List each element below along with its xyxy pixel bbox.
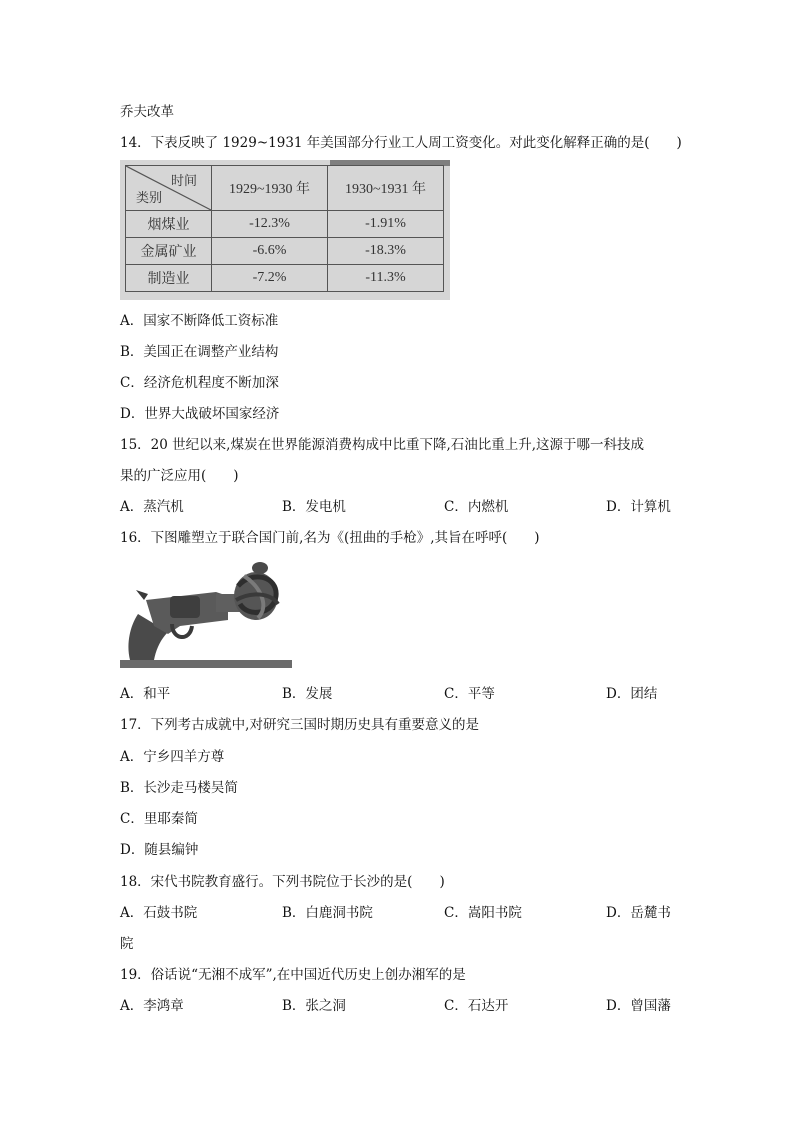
header-time: 时间	[170, 173, 197, 188]
row-value-2: -11.3%	[328, 265, 444, 292]
q15-option-d: D．计算机	[606, 499, 671, 515]
table-row	[126, 238, 444, 265]
header-category: 类别	[136, 190, 163, 205]
table-diagonal-header	[126, 166, 212, 211]
q14-option-b: B．美国正在调整产业结构	[120, 344, 279, 360]
header-col1: 1929~1930 年	[212, 166, 328, 211]
q17-option-a: A．宁乡四羊方尊	[120, 749, 225, 765]
question-15-cont: 果的广泛应用( )	[120, 468, 239, 484]
question-17: 17．下列考古成就中,对研究三国时期历史具有重要意义的是	[120, 717, 479, 733]
row-value-2: -18.3%	[328, 238, 444, 265]
q18-option-a: A．石鼓书院	[120, 905, 198, 921]
q16-option-d: D．团结	[606, 686, 658, 702]
table-row	[126, 265, 444, 292]
row-value-2: -1.91%	[328, 211, 444, 238]
q18-option-d: D．岳麓书	[606, 905, 671, 921]
header-col2: 1930~1931 年	[328, 166, 444, 211]
question-16: 16．下图雕塑立于联合国门前,名为《(扭曲的手枪》,其旨在呼呼( )	[120, 530, 540, 546]
row-value-1: -12.3%	[212, 211, 328, 238]
q15-option-a: A．蒸汽机	[120, 499, 184, 515]
row-name: 制造业	[126, 265, 212, 292]
row-value-1: -7.2%	[212, 265, 328, 292]
q19-option-c: C．石达开	[444, 998, 509, 1014]
q17-option-b: B．长沙走马楼吴简	[120, 780, 238, 796]
question-14: 14．下表反映了 1929~1931 年美国部分行业工人周工资变化。对此变化解释正确的是( )	[120, 135, 682, 151]
q18-option-b: B．白鹿洞书院	[282, 905, 373, 921]
q16-option-b: B．发展	[282, 686, 333, 702]
wage-table	[125, 165, 444, 292]
q15-option-c: C．内燃机	[444, 499, 509, 515]
q16-option-a: A．和平	[120, 686, 171, 702]
q18-option-c: C．嵩阳书院	[444, 905, 522, 921]
knotted-gun-sculpture-image	[120, 556, 292, 672]
q16-option-c: C．平等	[444, 686, 495, 702]
row-name: 烟煤业	[126, 211, 212, 238]
q17-option-d: D．随县编钟	[120, 842, 199, 858]
q14-option-d: D．世界大战破坏国家经济	[120, 406, 280, 422]
q18-option-d-cont: 院	[120, 936, 134, 952]
q14-option-c: C．经济危机程度不断加深	[120, 375, 279, 391]
table-row	[126, 211, 444, 238]
text-line-cont: 乔夫改革	[120, 104, 174, 120]
q19-option-d: D．曾国藩	[606, 998, 671, 1014]
q19-option-a: A．李鸿章	[120, 998, 184, 1014]
q17-option-c: C．里耶秦简	[120, 811, 198, 827]
q14-option-a: A．国家不断降低工资标准	[120, 313, 279, 329]
row-value-1: -6.6%	[212, 238, 328, 265]
q15-option-b: B．发电机	[282, 499, 346, 515]
row-name: 金属矿业	[126, 238, 212, 265]
question-19: 19．俗话说“无湘不成军”,在中国近代历史上创办湘军的是	[120, 967, 466, 983]
q19-option-b: B．张之洞	[282, 998, 346, 1014]
question-18: 18．宋代书院教育盛行。下列书院位于长沙的是( )	[120, 874, 445, 890]
wage-table-image	[120, 160, 450, 300]
question-15: 15．20 世纪以来,煤炭在世界能源消费构成中比重下降,石油比重上升,这源于哪一科技成	[120, 437, 645, 453]
